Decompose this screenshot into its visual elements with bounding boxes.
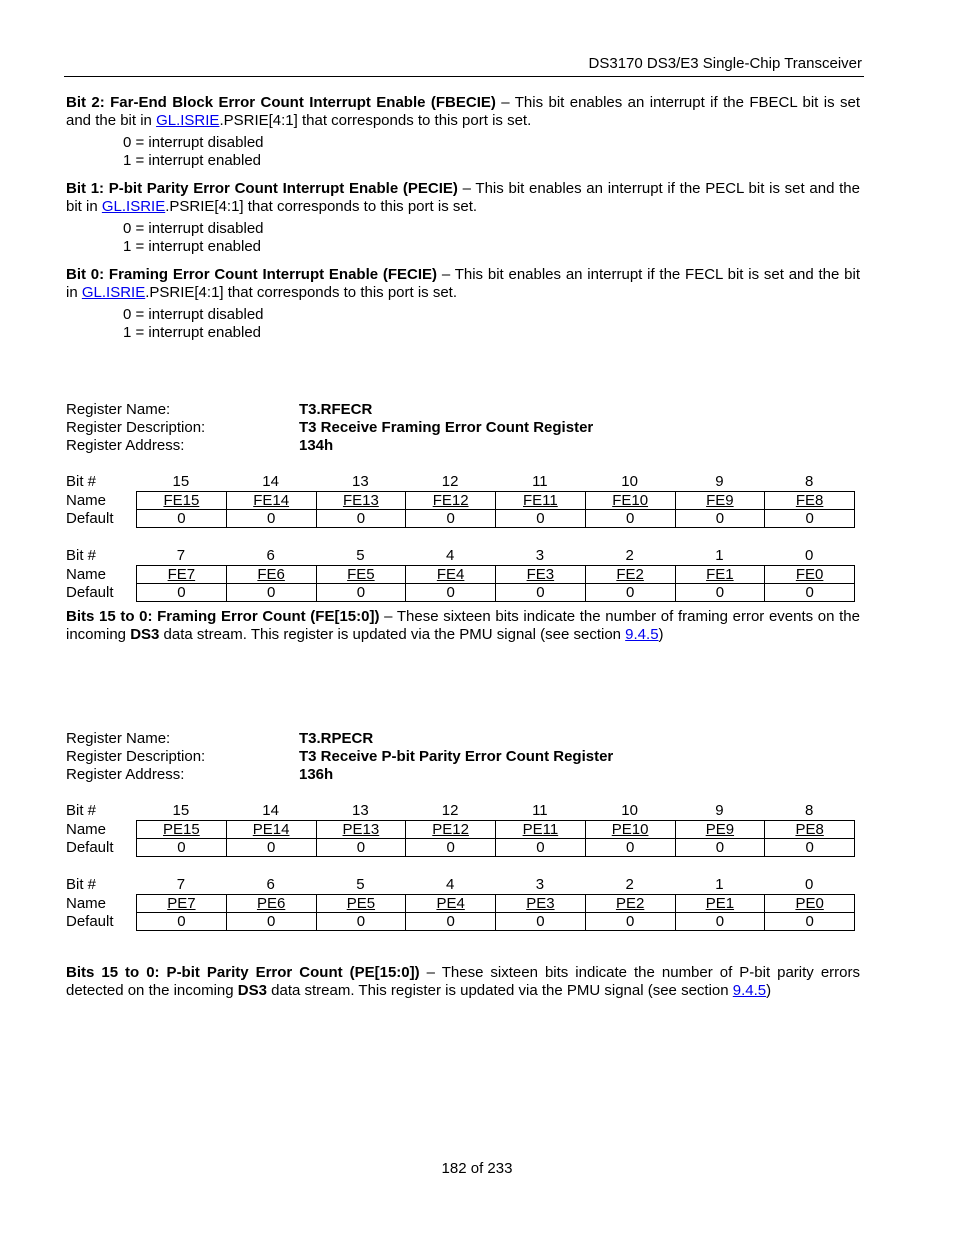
table-row: [137, 492, 855, 510]
bit-default: 0: [406, 584, 496, 602]
rfecr-low-bits-table: [136, 565, 855, 602]
rpecr-low-bit-numbers: 7 6 5 4 3 2 1 0: [176, 876, 814, 893]
bit2-option-1: 1 = interrupt enabled: [123, 152, 262, 169]
bit-default: 0: [137, 510, 227, 528]
bit-field-name: PE11: [522, 821, 559, 838]
bit-default: 0: [585, 584, 675, 602]
rfecr-bits-description: Bits 15 to 0: Framing Error Count (FE[15:0]) – These sixteen bits indicate the number of framing error events on the incoming DS3 data stream. This register is updated via the PMU signal (see section 9.4.5): [66, 608, 860, 643]
bit-field-name: PE1: [705, 895, 735, 912]
bit-default: 0: [585, 510, 675, 528]
bit-field-name: FE7: [167, 566, 196, 583]
gl-isrie-link[interactable]: GL.ISRIE: [81, 284, 146, 301]
bit-field-name: FE8: [795, 492, 824, 509]
table-row: [137, 895, 855, 913]
bit-field-name: FE9: [706, 492, 734, 509]
bit-field-name: PE4: [436, 895, 465, 912]
bit-default: 0: [137, 584, 227, 602]
bit-field-name: FE14: [253, 492, 290, 509]
bit1-section: [66, 180, 860, 256]
bit-default: 0: [496, 584, 586, 602]
rfecr-name-row: Register Name: T3.RFECR: [66, 401, 373, 418]
rpecr-register-address: 136h: [299, 766, 334, 783]
bit-default: 0: [316, 839, 406, 857]
bit-field-name: FE4: [436, 566, 465, 583]
bit-default: 0: [137, 913, 227, 931]
bit1-option-0: 0 = interrupt disabled: [123, 220, 264, 237]
bit-default: 0: [226, 510, 316, 528]
bit-default: 0: [585, 839, 675, 857]
bit-default: 0: [496, 510, 586, 528]
rfecr-register-description: T3 Receive Framing Error Count Register: [299, 419, 594, 436]
bit-default: 0: [765, 510, 855, 528]
bit-default: 0: [675, 510, 765, 528]
default-row-label: Default: [66, 584, 114, 601]
page-number: 182 of 233: [441, 1160, 513, 1177]
rpecr-desc-row: Register Description: T3 Receive P-bit Parity Error Count Register: [66, 748, 614, 765]
table-row: [137, 584, 855, 602]
default-row-label: Default: [66, 913, 114, 930]
bit-field-name: PE13: [342, 821, 380, 838]
bit-number-label: Bit #: [66, 473, 97, 490]
bit-field-name: PE10: [611, 821, 649, 838]
bit-default: 0: [226, 913, 316, 931]
bit-field-name: PE3: [526, 895, 555, 912]
bit-default: 0: [675, 584, 765, 602]
table-row: [137, 510, 855, 528]
name-row-label: Name: [66, 821, 107, 838]
bit1-heading: Bit 1: P-bit Parity Error Count Interrupt Enable (PECIE): [66, 180, 458, 197]
rpecr-register-description: T3 Receive P-bit Parity Error Count Register: [299, 748, 614, 765]
bit-default: 0: [316, 913, 406, 931]
rpecr-addr-row: Register Address: 136h: [66, 766, 334, 783]
rfecr-desc-heading: Bits 15 to 0: Framing Error Count (FE[15:0]): [66, 608, 380, 625]
rpecr-desc-heading: Bits 15 to 0: P-bit Parity Error Count (PE[15:0]): [66, 964, 420, 981]
rfecr-high-bits-table: [136, 491, 855, 528]
rfecr-register-address: 134h: [299, 437, 334, 454]
section-9-4-5-link[interactable]: 9.4.5: [732, 982, 767, 999]
bit-field-name: PE6: [256, 895, 286, 912]
rfecr-addr-row: Register Address: 134h: [66, 437, 334, 454]
bit-field-name: PE0: [795, 895, 824, 912]
default-row-label: Default: [66, 510, 114, 527]
bit-field-name: FE15: [163, 492, 200, 509]
bit-default: 0: [675, 913, 765, 931]
bit-default: 0: [226, 584, 316, 602]
rpecr-name-row: Register Name: T3.RPECR: [66, 730, 374, 747]
page-header: DS3170 DS3/E3 Single-Chip Transceiver: [588, 55, 862, 72]
bit0-option-0: 0 = interrupt disabled: [123, 306, 264, 323]
bit1-description: Bit 1: P-bit Parity Error Count Interrupt Enable (PECIE) – This bit enables an interrupt if the PECL bit is set and the bit in GL.ISRIE.PSRIE[4:1] that corresponds to this port is set.: [66, 180, 860, 215]
rpecr-high-bits-table: [136, 820, 855, 857]
gl-isrie-link[interactable]: GL.ISRIE: [156, 112, 220, 129]
bit-default: 0: [406, 510, 496, 528]
bit-default: 0: [585, 913, 675, 931]
bit-field-name: PE12: [432, 821, 469, 838]
bit-field-name: FE10: [612, 492, 649, 509]
bit-default: 0: [765, 913, 855, 931]
bit2-section: [66, 94, 860, 170]
bit-field-name: FE1: [706, 566, 734, 583]
gl-isrie-link[interactable]: GL.ISRIE: [101, 198, 166, 215]
bit0-section: [66, 266, 860, 342]
bit2-option-0: 0 = interrupt disabled: [123, 134, 264, 151]
rpecr-bits-description: Bits 15 to 0: P-bit Parity Error Count (PE[15:0]) – These sixteen bits indicate the number of P-bit parity errors detected on the incoming DS3 data stream. This register is updated via the PMU signal (see section 9.4.5): [66, 964, 860, 999]
rfecr-register-name: T3.RFECR: [299, 401, 373, 418]
bit-field-name: PE8: [795, 821, 824, 838]
bit-field-name: PE15: [163, 821, 200, 838]
bit-default: 0: [406, 839, 496, 857]
bit-number-label: Bit #: [66, 547, 97, 564]
bit0-description: Bit 0: Framing Error Count Interrupt Enable (FECIE) – This bit enables an interrupt if the FECL bit is set and the bit in GL.ISRIE.PSRIE[4:1] that corresponds to this port is set.: [66, 266, 860, 301]
bit-field-name: FE0: [795, 566, 824, 583]
bit-field-name: FE2: [616, 566, 644, 583]
name-row-label: Name: [66, 895, 107, 912]
section-9-4-5-link[interactable]: 9.4.5: [625, 626, 659, 643]
bit0-option-1: 1 = interrupt enabled: [123, 324, 262, 341]
name-row-label: Name: [66, 566, 107, 583]
bit-field-name: PE5: [346, 895, 376, 912]
rpecr-low-bits-table: [136, 894, 855, 931]
name-row-label: Name: [66, 492, 107, 509]
bit-field-name: FE11: [523, 492, 558, 509]
bit-field-name: PE14: [252, 821, 290, 838]
bit2-heading: Bit 2: Far-End Block Error Count Interrupt Enable (FBECIE): [66, 94, 496, 111]
bit-default: 0: [316, 510, 406, 528]
bit-default: 0: [137, 839, 227, 857]
bit1-option-1: 1 = interrupt enabled: [123, 238, 262, 255]
bit-field-name: FE5: [347, 566, 375, 583]
bit0-heading: Bit 0: Framing Error Count Interrupt Enable (FECIE): [66, 266, 438, 283]
bit-default: 0: [765, 584, 855, 602]
bit-default: 0: [316, 584, 406, 602]
default-row-label: Default: [66, 839, 114, 856]
bit-field-name: PE7: [167, 895, 196, 912]
rpecr-register-name: T3.RPECR: [299, 730, 374, 747]
header-rule: [64, 76, 864, 77]
table-row: [137, 821, 855, 839]
bit-number-label: Bit #: [66, 802, 97, 819]
bit-default: 0: [226, 839, 316, 857]
bit-field-name: PE9: [705, 821, 735, 838]
bit-default: 0: [675, 839, 765, 857]
bit-field-name: FE12: [432, 492, 469, 509]
bit-default: 0: [765, 839, 855, 857]
bit-default: 0: [496, 913, 586, 931]
bit-field-name: PE2: [615, 895, 645, 912]
table-row: [137, 839, 855, 857]
rfecr-high-bit-numbers: 15 14 13 12 11 10 9 8: [172, 473, 814, 490]
bit2-description: Bit 2: Far-End Block Error Count Interrupt Enable (FBECIE) – This bit enables an interrupt if the FBECL bit is set and the bit in GL.ISRIE.PSRIE[4:1] that corresponds to this port is set.: [66, 94, 860, 129]
bit-field-name: FE13: [342, 492, 379, 509]
table-row: [137, 913, 855, 931]
bit-field-name: FE6: [257, 566, 285, 583]
table-row: [137, 566, 855, 584]
rpecr-high-bit-numbers: 15 14 13 12 11 10 9 8: [172, 802, 814, 819]
bit-default: 0: [406, 913, 496, 931]
bit-field-name: FE3: [526, 566, 555, 583]
bit-default: 0: [496, 839, 586, 857]
bit-number-label: Bit #: [66, 876, 97, 893]
rfecr-desc-row: Register Description: T3 Receive Framing Error Count Register: [66, 419, 594, 436]
rfecr-low-bit-numbers: 7 6 5 4 3 2 1 0: [176, 547, 814, 564]
